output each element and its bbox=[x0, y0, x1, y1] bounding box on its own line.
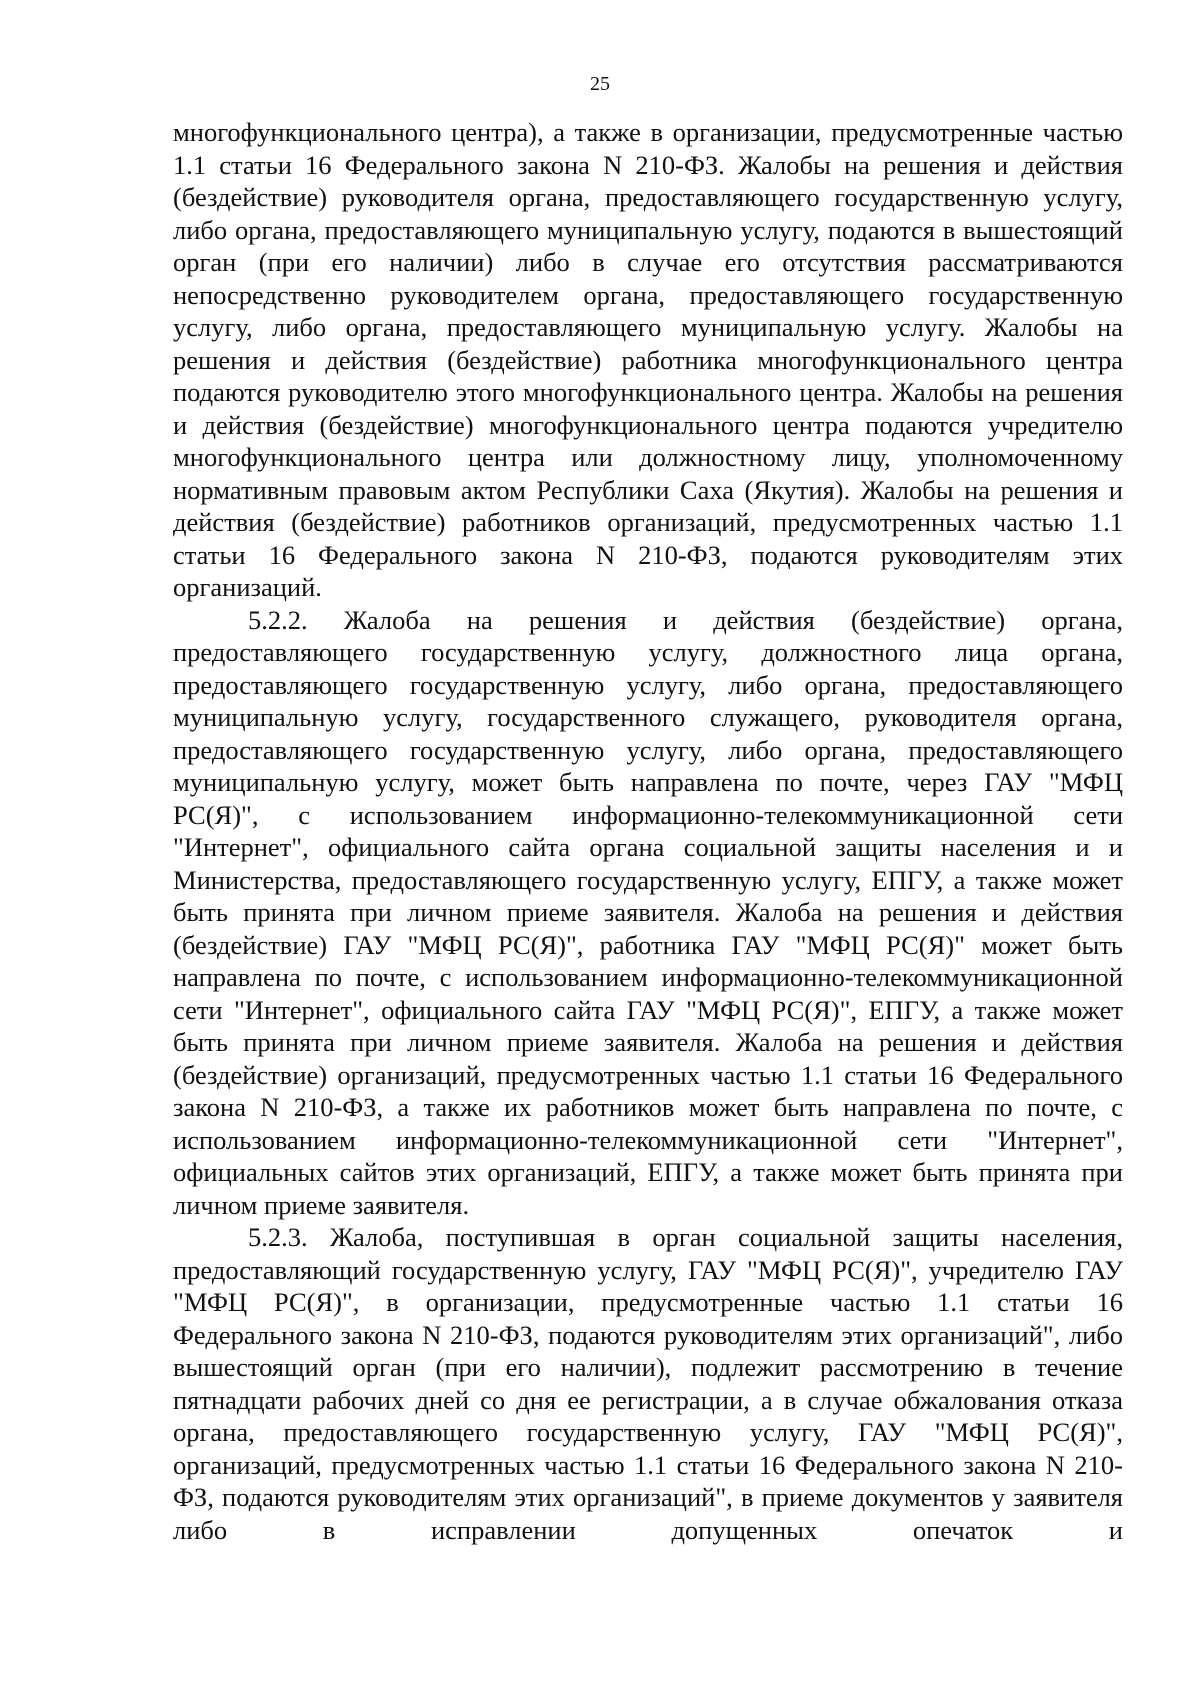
paragraph-5-2-2: 5.2.2. Жалоба на решения и действия (бездействие) органа, предоставляющего государственную услугу, должностного лица органа, предоставляющего государственную услугу, либо органа, предоставляющего муниципальную услугу, государственного служащего, руководителя органа, предоставляющего государственную услугу, либо органа, предоставляющего муниципальную услугу, может быть направлена по почте, через ГАУ "МФЦ РС(Я)", с использованием информационно-телекоммуникационной сети "Интернет", официального сайта органа социальной защиты населения и и Министерства, предоставляющего государственную услугу, ЕПГУ, а также может быть принята при личном приеме заявителя. Жалоба на решения и действия (бездействие) ГАУ "МФЦ РС(Я)", работника ГАУ "МФЦ РС(Я)" может быть направлена по почте, с использованием информационно-телекоммуникационной сети "Интернет", официального сайта ГАУ "МФЦ РС(Я)", ЕПГУ, а также может быть принята при личном приеме заявителя. Жалоба на решения и действия (бездействие) организаций, предусмотренных частью 1.1 статьи 16 Федерального закона N 210-ФЗ, а также их работников может быть направлена по почте, с использованием информационно-телекоммуникационной сети "Интернет", официальных сайтов этих организаций, ЕПГУ, а также может быть принята при личном приеме заявителя. bbox=[173, 604, 1123, 1220]
page-number: 25 bbox=[590, 73, 610, 95]
paragraph-5-2-3: 5.2.3. Жалоба, поступившая в орган социальной защиты населения, предоставляющий государственную услугу, ГАУ "МФЦ РС(Я)", учредителю ГАУ "МФЦ РС(Я)", в организации, предусмотренные частью 1.1 статьи 16 Федерального закона N 210-ФЗ, подаются руководителям этих организаций", либо вышестоящий орган (при его наличии), подлежит рассмотрению в течение пятнадцати рабочих дней со дня ее регистрации, а в случае обжалования отказа органа, предоставляющего государственную услугу, ГАУ "МФЦ РС(Я)", организаций, предусмотренных частью 1.1 статьи 16 Федерального закона N 210-ФЗ, подаются руководителям этих организаций", в приеме документов у заявителя либо в исправлении допущенных опечаток и bbox=[173, 1222, 1123, 1545]
document-body bbox=[173, 116, 1123, 1546]
paragraph-continuation: многофункционального центра), а также в организации, предусмотренные частью 1.1 статьи 16 Федерального закона N 210-ФЗ. Жалобы на решения и действия (бездействие) руководителя органа, предоставляющего государственную услугу, либо органа, предоставляющего муниципальную услугу, подаются в вышестоящий орган (при его наличии) либо в случае его отсутствия рассматриваются непосредственно руководителем органа, предоставляющего государственную услугу, либо органа, предоставляющего муниципальную услугу. Жалобы на решения и действия (бездействие) работника многофункционального центра подаются руководителю этого многофункционального центра. Жалобы на решения и действия (бездействие) многофункционального центра подаются учредителю многофункционального центра или должностному лицу, уполномоченному нормативным правовым актом Республики Саха (Якутия). Жалобы на решения и действия (бездействие) работников организаций, предусмотренных частью 1.1 статьи 16 Федерального закона N 210-ФЗ, подаются руководителям этих организаций. bbox=[173, 117, 1123, 602]
